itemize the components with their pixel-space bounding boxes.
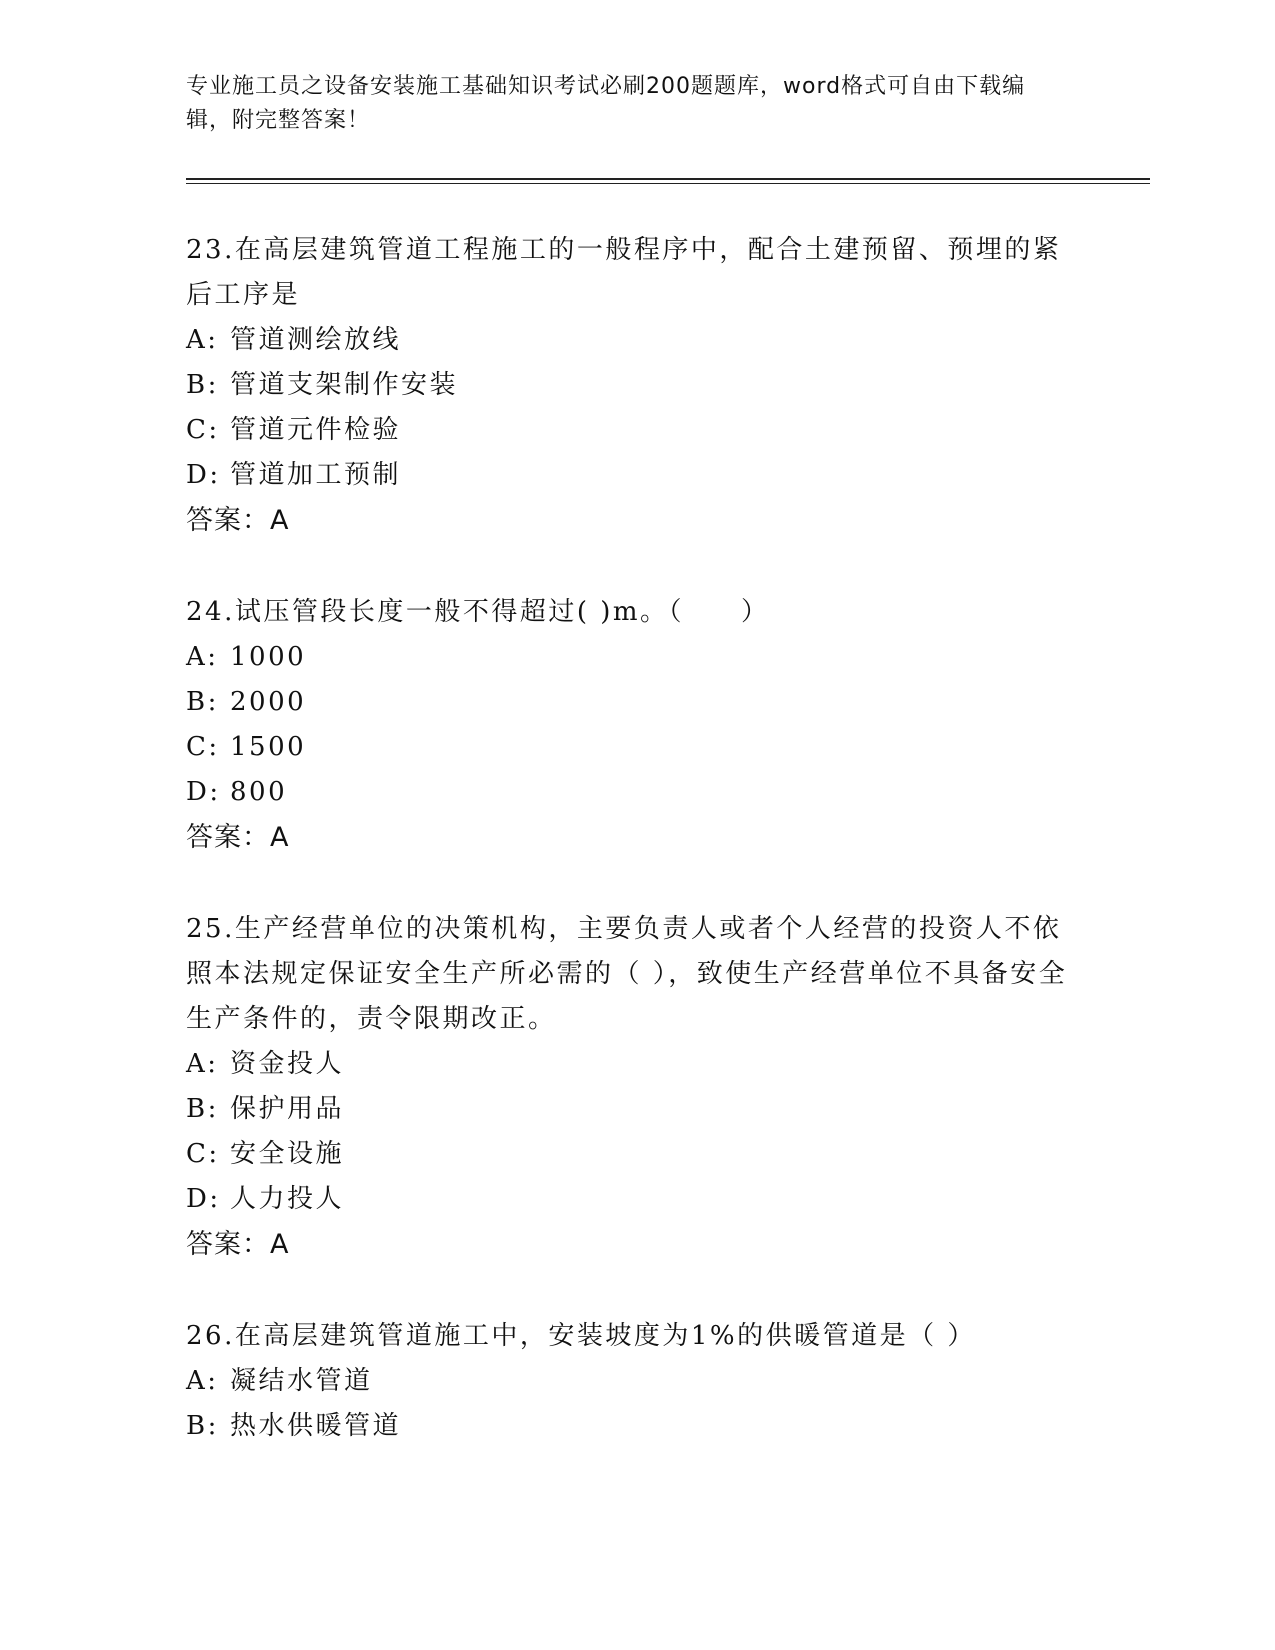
question-text: 24.试压管段长度一般不得超过( )m。（ ）	[186, 597, 770, 627]
option-text: 凝结水管道	[230, 1366, 373, 1396]
option-text: 人力投人	[230, 1184, 345, 1214]
option-d	[186, 770, 1086, 815]
option-label: A:	[186, 642, 219, 672]
question-text: 25.生产经营单位的决策机构，主要负责人或者个人经营的投资人不依照本法规定保证安全生产所必需的（ ），致使生产经营单位不具备安全生产条件的，责令限期改正。	[186, 914, 1068, 1034]
question-26	[186, 1314, 1086, 1449]
question-text: 23.在高层建筑管道工程施工的一般程序中，配合土建预留、预埋的紧后工序是	[186, 235, 1062, 310]
option-label: B:	[186, 1094, 219, 1124]
option-a	[186, 1359, 1086, 1404]
option-label: B:	[186, 687, 219, 717]
option-label: A:	[186, 1366, 219, 1396]
option-b	[186, 1087, 1086, 1132]
header-divider-thin	[186, 183, 1150, 184]
answer-line: 答案：A	[186, 505, 290, 536]
option-c	[186, 725, 1086, 770]
option-c	[186, 408, 1086, 453]
document-header: 专业施工员之设备安装施工基础知识考试必刷200题题库，word格式可自由下载编辑，附完整答案！	[186, 74, 1026, 133]
option-label: D:	[186, 460, 221, 490]
question-25	[186, 907, 1086, 1268]
option-b	[186, 363, 1086, 408]
option-text: 资金投人	[230, 1049, 345, 1079]
question-24	[186, 590, 1086, 861]
option-label: C:	[186, 415, 220, 445]
question-23	[186, 228, 1086, 544]
header-divider-thick	[186, 178, 1150, 180]
option-text: 安全设施	[230, 1139, 345, 1169]
option-text: 管道加工预制	[230, 460, 402, 490]
option-d	[186, 453, 1086, 498]
option-a	[186, 318, 1086, 363]
option-b	[186, 1404, 1086, 1449]
option-text: 管道元件检验	[230, 415, 402, 445]
option-label: B:	[186, 1411, 219, 1441]
option-label: C:	[186, 1139, 220, 1169]
option-label: A:	[186, 1049, 219, 1079]
option-text: 管道测绘放线	[230, 325, 402, 355]
option-label: D:	[186, 777, 221, 807]
question-list	[186, 228, 1086, 1495]
option-label: B:	[186, 370, 219, 400]
option-text: 保护用品	[230, 1094, 345, 1124]
option-label: D:	[186, 1184, 221, 1214]
option-text: 2000	[230, 687, 307, 717]
option-text: 1500	[230, 732, 307, 762]
option-text: 1000	[230, 642, 307, 672]
option-text: 800	[230, 777, 288, 807]
answer-line: 答案：A	[186, 1229, 290, 1260]
option-a	[186, 1042, 1086, 1087]
option-d	[186, 1177, 1086, 1222]
question-text: 26.在高层建筑管道施工中，安装坡度为1%的供暖管道是（ ）	[186, 1321, 976, 1351]
option-a	[186, 635, 1086, 680]
option-text: 管道支架制作安装	[230, 370, 459, 400]
option-label: A:	[186, 325, 219, 355]
option-text: 热水供暖管道	[230, 1411, 402, 1441]
option-label: C:	[186, 732, 220, 762]
option-c	[186, 1132, 1086, 1177]
option-b	[186, 680, 1086, 725]
answer-line: 答案：A	[186, 822, 290, 853]
